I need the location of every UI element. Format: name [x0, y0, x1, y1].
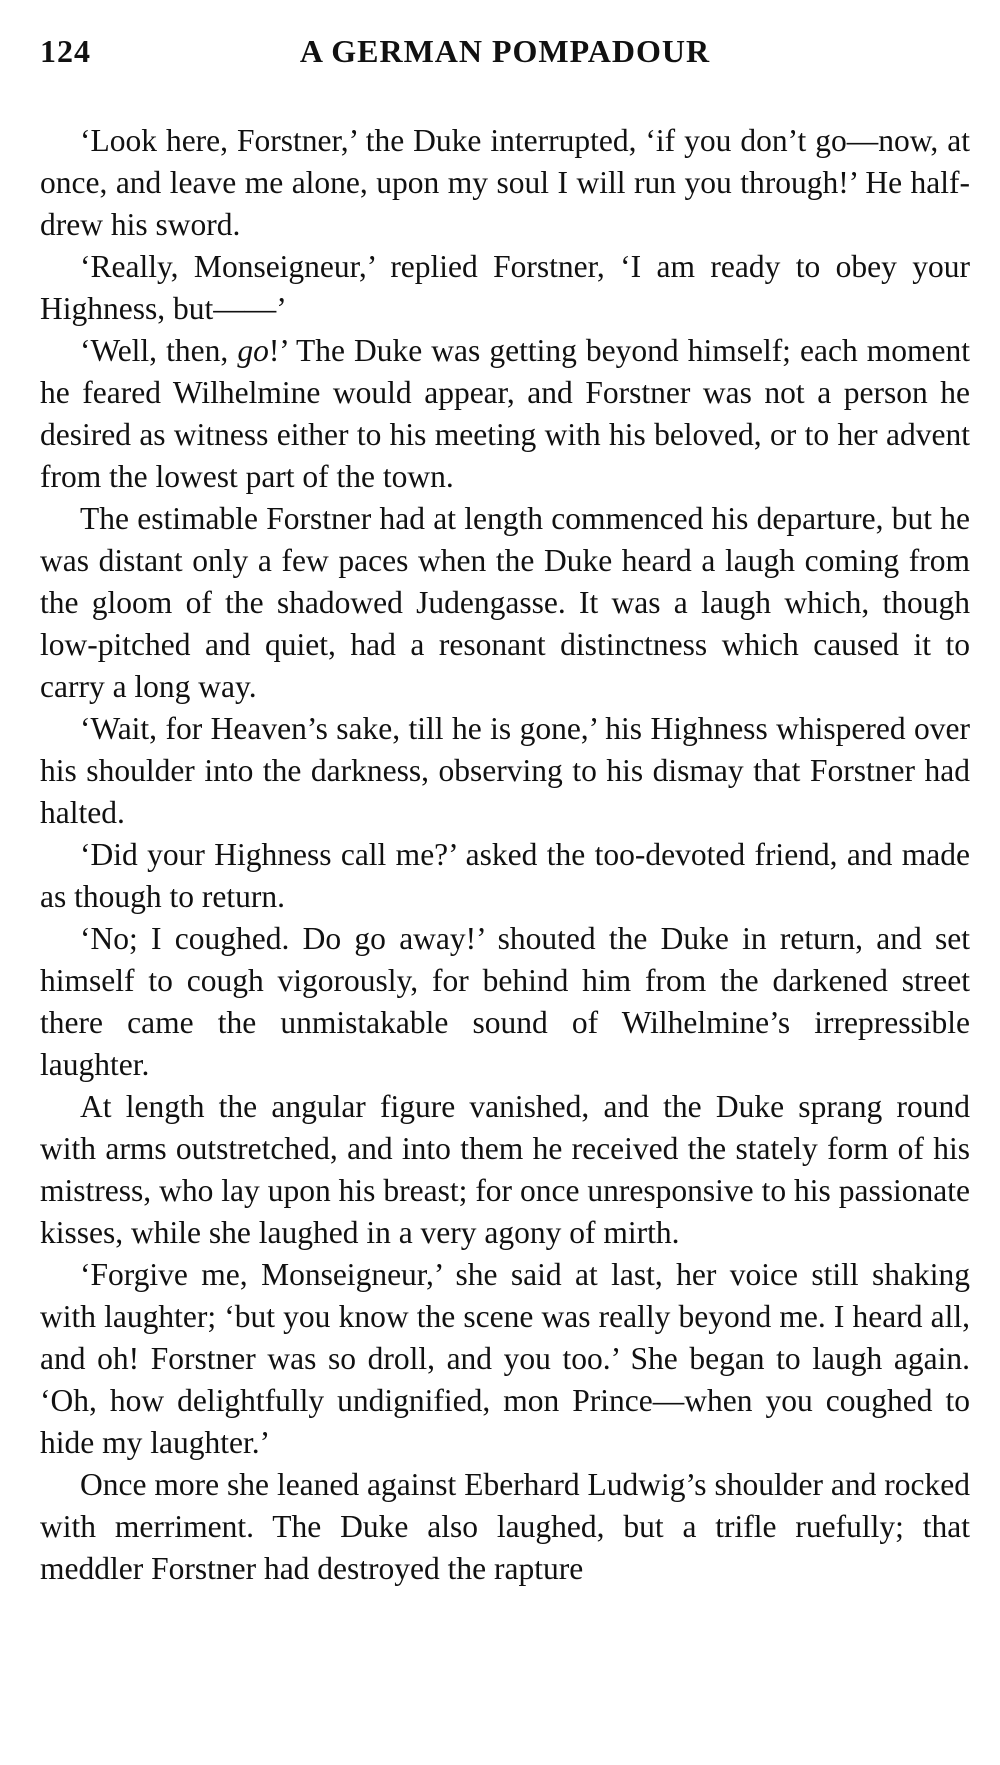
paragraph: ‘Look here, Forstner,’ the Duke interrupted, ‘if you don’t go—now, at once, and leave me alone, upon my soul I will run you through!’ He half-drew his sword. [40, 123, 970, 242]
book-page [40, 30, 970, 1590]
paragraph: ‘Forgive me, Monseigneur,’ she said at last, her voice still shaking with laughter; ‘but you know the scene was really beyond me. I heard all, and oh! Forstner was so droll, and you too.’ She began to laugh again. ‘Oh, how delightfully undignified, mon Prince—when you coughed to hide my laughter.’ [40, 1257, 970, 1460]
paragraph: ‘Really, Monseigneur,’ replied Forstner, ‘I am ready to obey your Highness, but——’ [40, 249, 970, 326]
paragraph-text: !’ The Duke was getting beyond himself; each moment he feared Wilhelmine would appear, and Forstner was not a person he desired as witness either to his meeting with his beloved, or to her advent from the lowest part of the town. [40, 333, 970, 494]
paragraph [40, 330, 970, 498]
italic-word: go [237, 333, 269, 368]
paragraph-text: ‘Well, then, [80, 333, 238, 368]
paragraph: ‘No; I coughed. Do go away!’ shouted the Duke in return, and set himself to cough vigorously, for behind him from the darkened street there came the unmistakable sound of Wilhelmine’s irrepressible laughter. [40, 921, 970, 1082]
paragraph: At length the angular figure vanished, and the Duke sprang round with arms outstretched, and into them he received the stately form of his mistress, who lay upon his breast; for once unresponsive to his passionate kisses, while she laughed in a very agony of mirth. [40, 1089, 970, 1250]
running-title: A GERMAN POMPADOUR [299, 33, 711, 69]
page-header [40, 30, 970, 86]
paragraph: The estimable Forstner had at length commenced his departure, but he was distant only a few paces when the Duke heard a laugh coming from the gloom of the shadowed Judengasse. It was a laugh which, though low-pitched and quiet, had a resonant distinctness which caused it to carry a long way. [40, 501, 970, 704]
paragraph: ‘Wait, for Heaven’s sake, till he is gone,’ his Highness whispered over his shoulder into the darkness, observing to his dismay that Forstner had halted. [40, 711, 970, 830]
paragraph: ‘Did your Highness call me?’ asked the too-devoted friend, and made as though to return. [40, 837, 970, 914]
page-number: 124 [40, 33, 91, 69]
paragraph: Once more she leaned against Eberhard Ludwig’s shoulder and rocked with merriment. The Duke also laughed, but a trifle ruefully; that meddler Forstner had destroyed the rapture [40, 1467, 970, 1586]
